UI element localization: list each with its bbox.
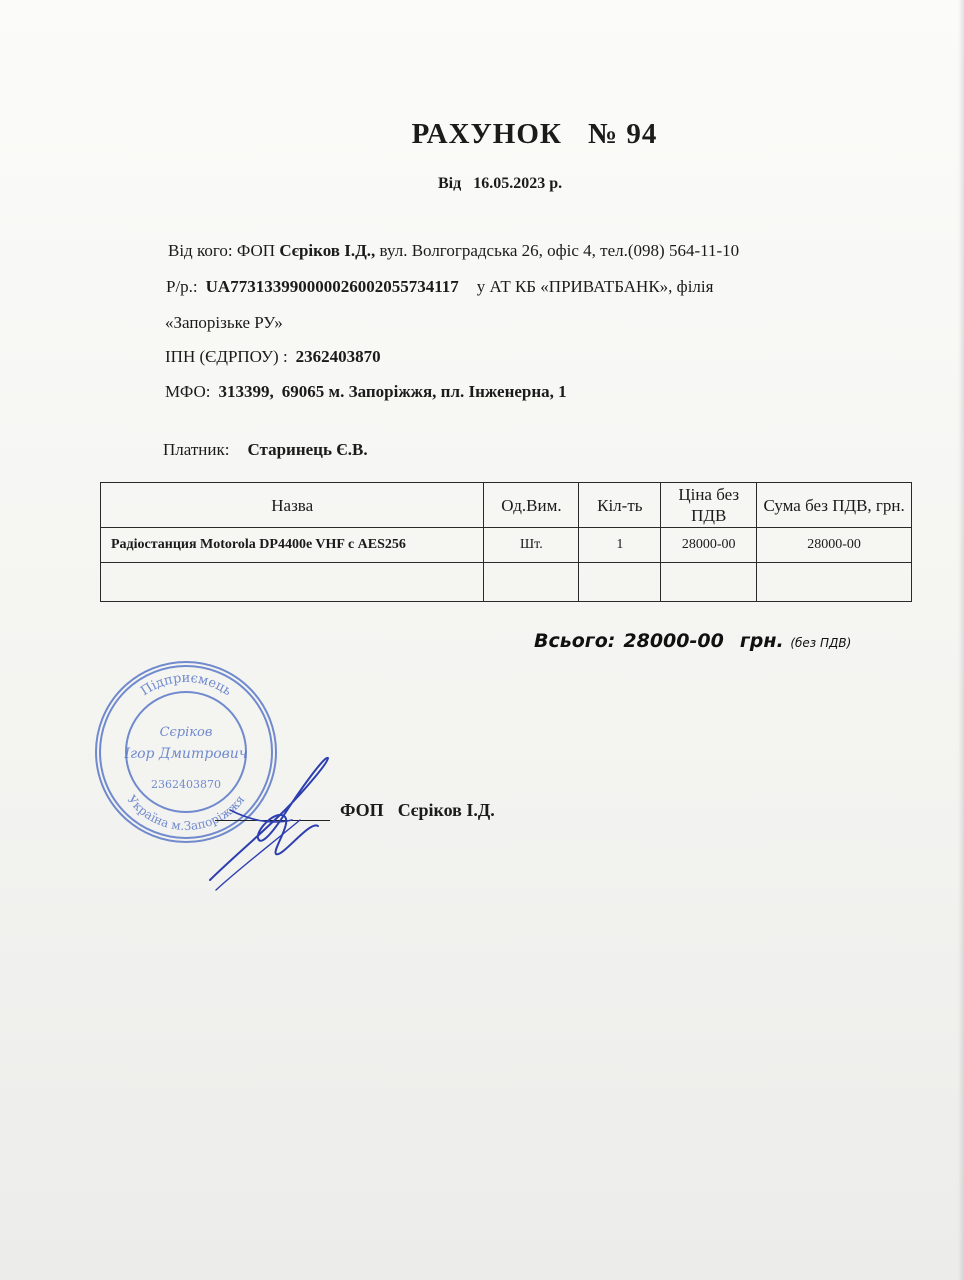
signer-name-line <box>340 800 495 821</box>
total-label: Всього: <box>534 630 616 652</box>
header-name: Назва <box>101 483 484 528</box>
bank-branch: «Запорізьке РУ» <box>165 313 283 332</box>
payer-label: Платник: <box>163 440 230 459</box>
stamp-bottom-text: Україна м.Запоріжжя <box>124 792 248 834</box>
stamp-name: Сєріков <box>159 725 213 740</box>
seller-name: Сєріков І.Д., <box>279 241 376 260</box>
invoice-title-word: РАХУНОК <box>411 118 562 150</box>
mfo-label: МФО: <box>165 382 211 401</box>
total-currency: грн. <box>739 630 784 652</box>
account-label: Р/р.: <box>166 277 198 296</box>
empty-cell <box>757 563 912 602</box>
paper-edge-shadow <box>958 0 964 1280</box>
item-name: Радіостанция Motorola DP4400e VHF с AES256 <box>101 528 484 563</box>
item-sum: 28000-00 <box>757 528 912 563</box>
items-table <box>100 482 912 602</box>
header-sum: Сума без ПДВ, грн. <box>757 483 912 528</box>
invoice-number: № 94 <box>587 118 658 150</box>
mfo-line <box>165 382 567 402</box>
table-row-empty <box>101 563 912 602</box>
header-unit: Од.Вим. <box>484 483 579 528</box>
payer-line <box>163 440 368 460</box>
seller-address: вул. Волгоградська 26, офіс 4, тел.(098) 564-11-10 <box>379 241 740 260</box>
table-row <box>101 528 912 563</box>
city-address: 69065 м. Запоріжжя, пл. Інженерна, 1 <box>281 382 567 401</box>
mfo-code: 313399, <box>218 382 274 401</box>
table-header-row <box>101 483 912 528</box>
empty-cell <box>484 563 579 602</box>
empty-cell <box>579 563 661 602</box>
invoice-date-line <box>438 175 562 193</box>
header-quantity: Кіл-ть <box>579 483 661 528</box>
invoice-title <box>0 118 964 151</box>
account-line <box>166 277 713 297</box>
bank-branch-line <box>165 313 283 333</box>
tax-id: 2362403870 <box>295 347 381 366</box>
svg-text:Підприємець <box>138 671 234 699</box>
signer-prefix: ФОП <box>340 800 384 820</box>
item-unit: Шт. <box>484 528 579 563</box>
bank-prefix: у АТ КБ «ПРИВАТБАНК», філія <box>476 277 714 296</box>
item-quantity: 1 <box>579 528 661 563</box>
handwritten-signature-icon <box>200 750 340 895</box>
tax-label: ІПН (ЄДРПОУ) : <box>165 347 288 366</box>
empty-cell <box>661 563 757 602</box>
invoice-date: 16.05.2023 р. <box>473 175 563 192</box>
from-label: Від кого: ФОП <box>168 241 276 260</box>
stamp-full-name: Ігор Дмитрович <box>124 746 248 762</box>
signer-name: Сєріков І.Д. <box>397 800 495 820</box>
account-number: UA773133990000026002055734117 <box>205 277 459 296</box>
stamp-code: 2362403870 <box>151 778 221 791</box>
payer-name: Старинець Є.В. <box>247 440 368 459</box>
seller-line <box>168 241 739 261</box>
header-price: Ціна без ПДВ <box>661 483 757 528</box>
invoice-total <box>534 630 851 652</box>
total-note: (без ПДВ) <box>790 636 852 650</box>
date-prefix: Від <box>438 175 462 192</box>
total-amount: 28000-00 <box>623 630 724 652</box>
empty-cell <box>101 563 484 602</box>
stamp-top-text: Підприємець <box>138 670 235 700</box>
tax-id-line <box>165 347 381 367</box>
item-price: 28000-00 <box>661 528 757 563</box>
